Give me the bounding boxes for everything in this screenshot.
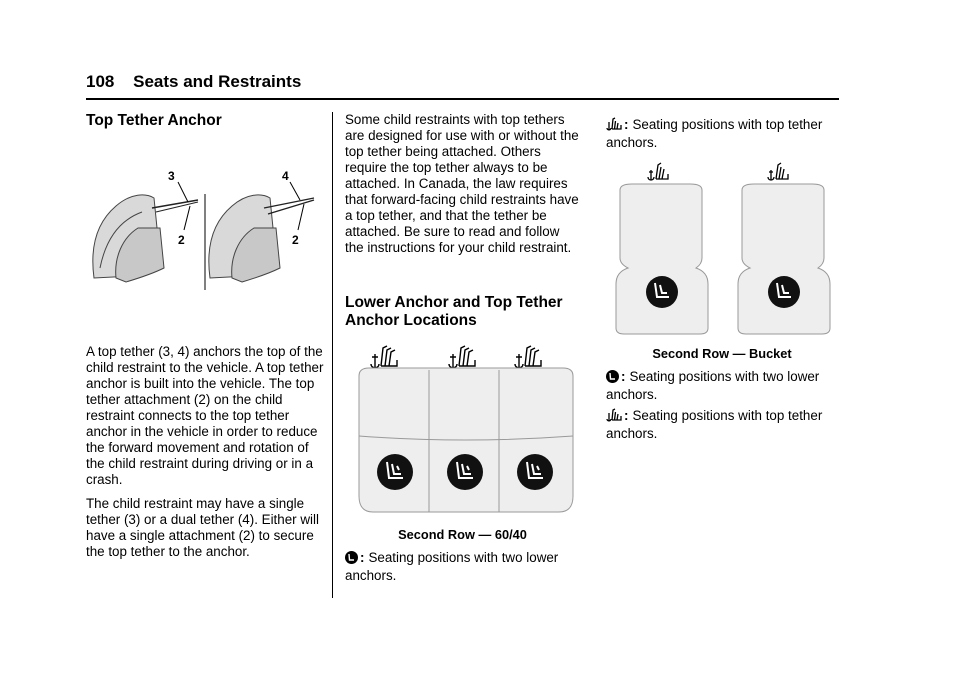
tether-types: The child restraint may have a single tether (3) or a dual tether (4). Either will have a single attachment (2) to secure the top tether to the anchor.	[86, 496, 319, 559]
legend-top-first	[606, 115, 836, 151]
column-divider	[332, 112, 333, 598]
callout-2-right: 2	[292, 233, 299, 247]
child-seat-dual-tether	[209, 195, 280, 282]
top-tether-icon	[449, 346, 475, 368]
legend-colon: :	[624, 117, 629, 132]
bench-seat-diagram	[355, 336, 577, 518]
lower-anchor-icon	[517, 454, 553, 490]
legend-colon: :	[624, 408, 629, 423]
lower-anchor-icon	[447, 454, 483, 490]
top-tether-icon	[768, 163, 788, 180]
legend-lower-bucket-text: Seating positions with two lower anchors.	[606, 369, 820, 402]
lower-anchor-icon	[377, 454, 413, 490]
lower-anchor-icon-row	[377, 454, 553, 490]
legend-top-first-text: Seating positions with top tether anchors.	[606, 117, 823, 150]
top-tether-icon	[606, 115, 622, 135]
caption-60-40: Second Row — 60/40	[398, 527, 527, 542]
top-tether-icon	[606, 406, 622, 426]
tether-requirements: Some child restraints with top tethers are designed for use with or without the top tether being attached. Others require the top tether always to be attached. In Canada, the law requires that forward-facing child restraints have a top tether, and that the tether be attached. Be sure to read and follow the instructions for your child restraint.	[345, 112, 579, 255]
callout-4: 4	[282, 169, 289, 183]
section-title: Seats and Restraints	[133, 72, 302, 91]
callout-3: 3	[168, 169, 175, 183]
column-1-text	[86, 344, 326, 560]
top-tether-icon	[648, 163, 668, 180]
legend-colon: :	[621, 369, 626, 384]
legend-lower-bucket	[606, 369, 836, 403]
lower-anchor-icon	[768, 276, 800, 308]
callout-2-left: 2	[178, 233, 185, 247]
bucket-seat-right	[738, 184, 830, 334]
page-number: 108	[86, 72, 115, 91]
legend-top-bucket	[606, 406, 836, 442]
top-tether-icon	[515, 346, 541, 368]
legend-colon: :	[360, 550, 365, 565]
legend-top-bucket-text: Seating positions with top tether anchors.	[606, 408, 823, 441]
top-tether-heading: Top Tether Anchor	[86, 112, 222, 129]
column-2-text	[345, 112, 580, 256]
tether-description: A top tether (3, 4) anchors the top of the child restraint to the vehicle. A top tether anchor is built into the vehicle. The top tether attachment (2) on the child restraint connects to the top tether anchor in the vehicle in order to reduce the forward movement and rotation of the child restraint during driving or in a crash.	[86, 344, 324, 487]
lower-anchor-icon	[606, 370, 619, 387]
top-tether-icon	[371, 346, 397, 368]
legend-lower-text: Seating positions with two lower anchors.	[345, 550, 559, 583]
top-tether-figure	[86, 168, 326, 294]
bench-seat	[359, 368, 573, 512]
legend-lower-60-40	[345, 550, 580, 584]
bucket-seat-left	[616, 184, 708, 334]
top-tether-icon-row	[371, 346, 541, 368]
header-rule	[86, 98, 839, 100]
caption-bucket: Second Row — Bucket	[652, 346, 792, 361]
page-header	[86, 72, 301, 92]
lower-anchor-icon	[345, 551, 358, 568]
anchor-locations-heading: Lower Anchor and Top Tether Anchor Locations	[345, 294, 563, 329]
lower-anchor-icon	[646, 276, 678, 308]
bucket-seat-diagram	[612, 160, 832, 338]
